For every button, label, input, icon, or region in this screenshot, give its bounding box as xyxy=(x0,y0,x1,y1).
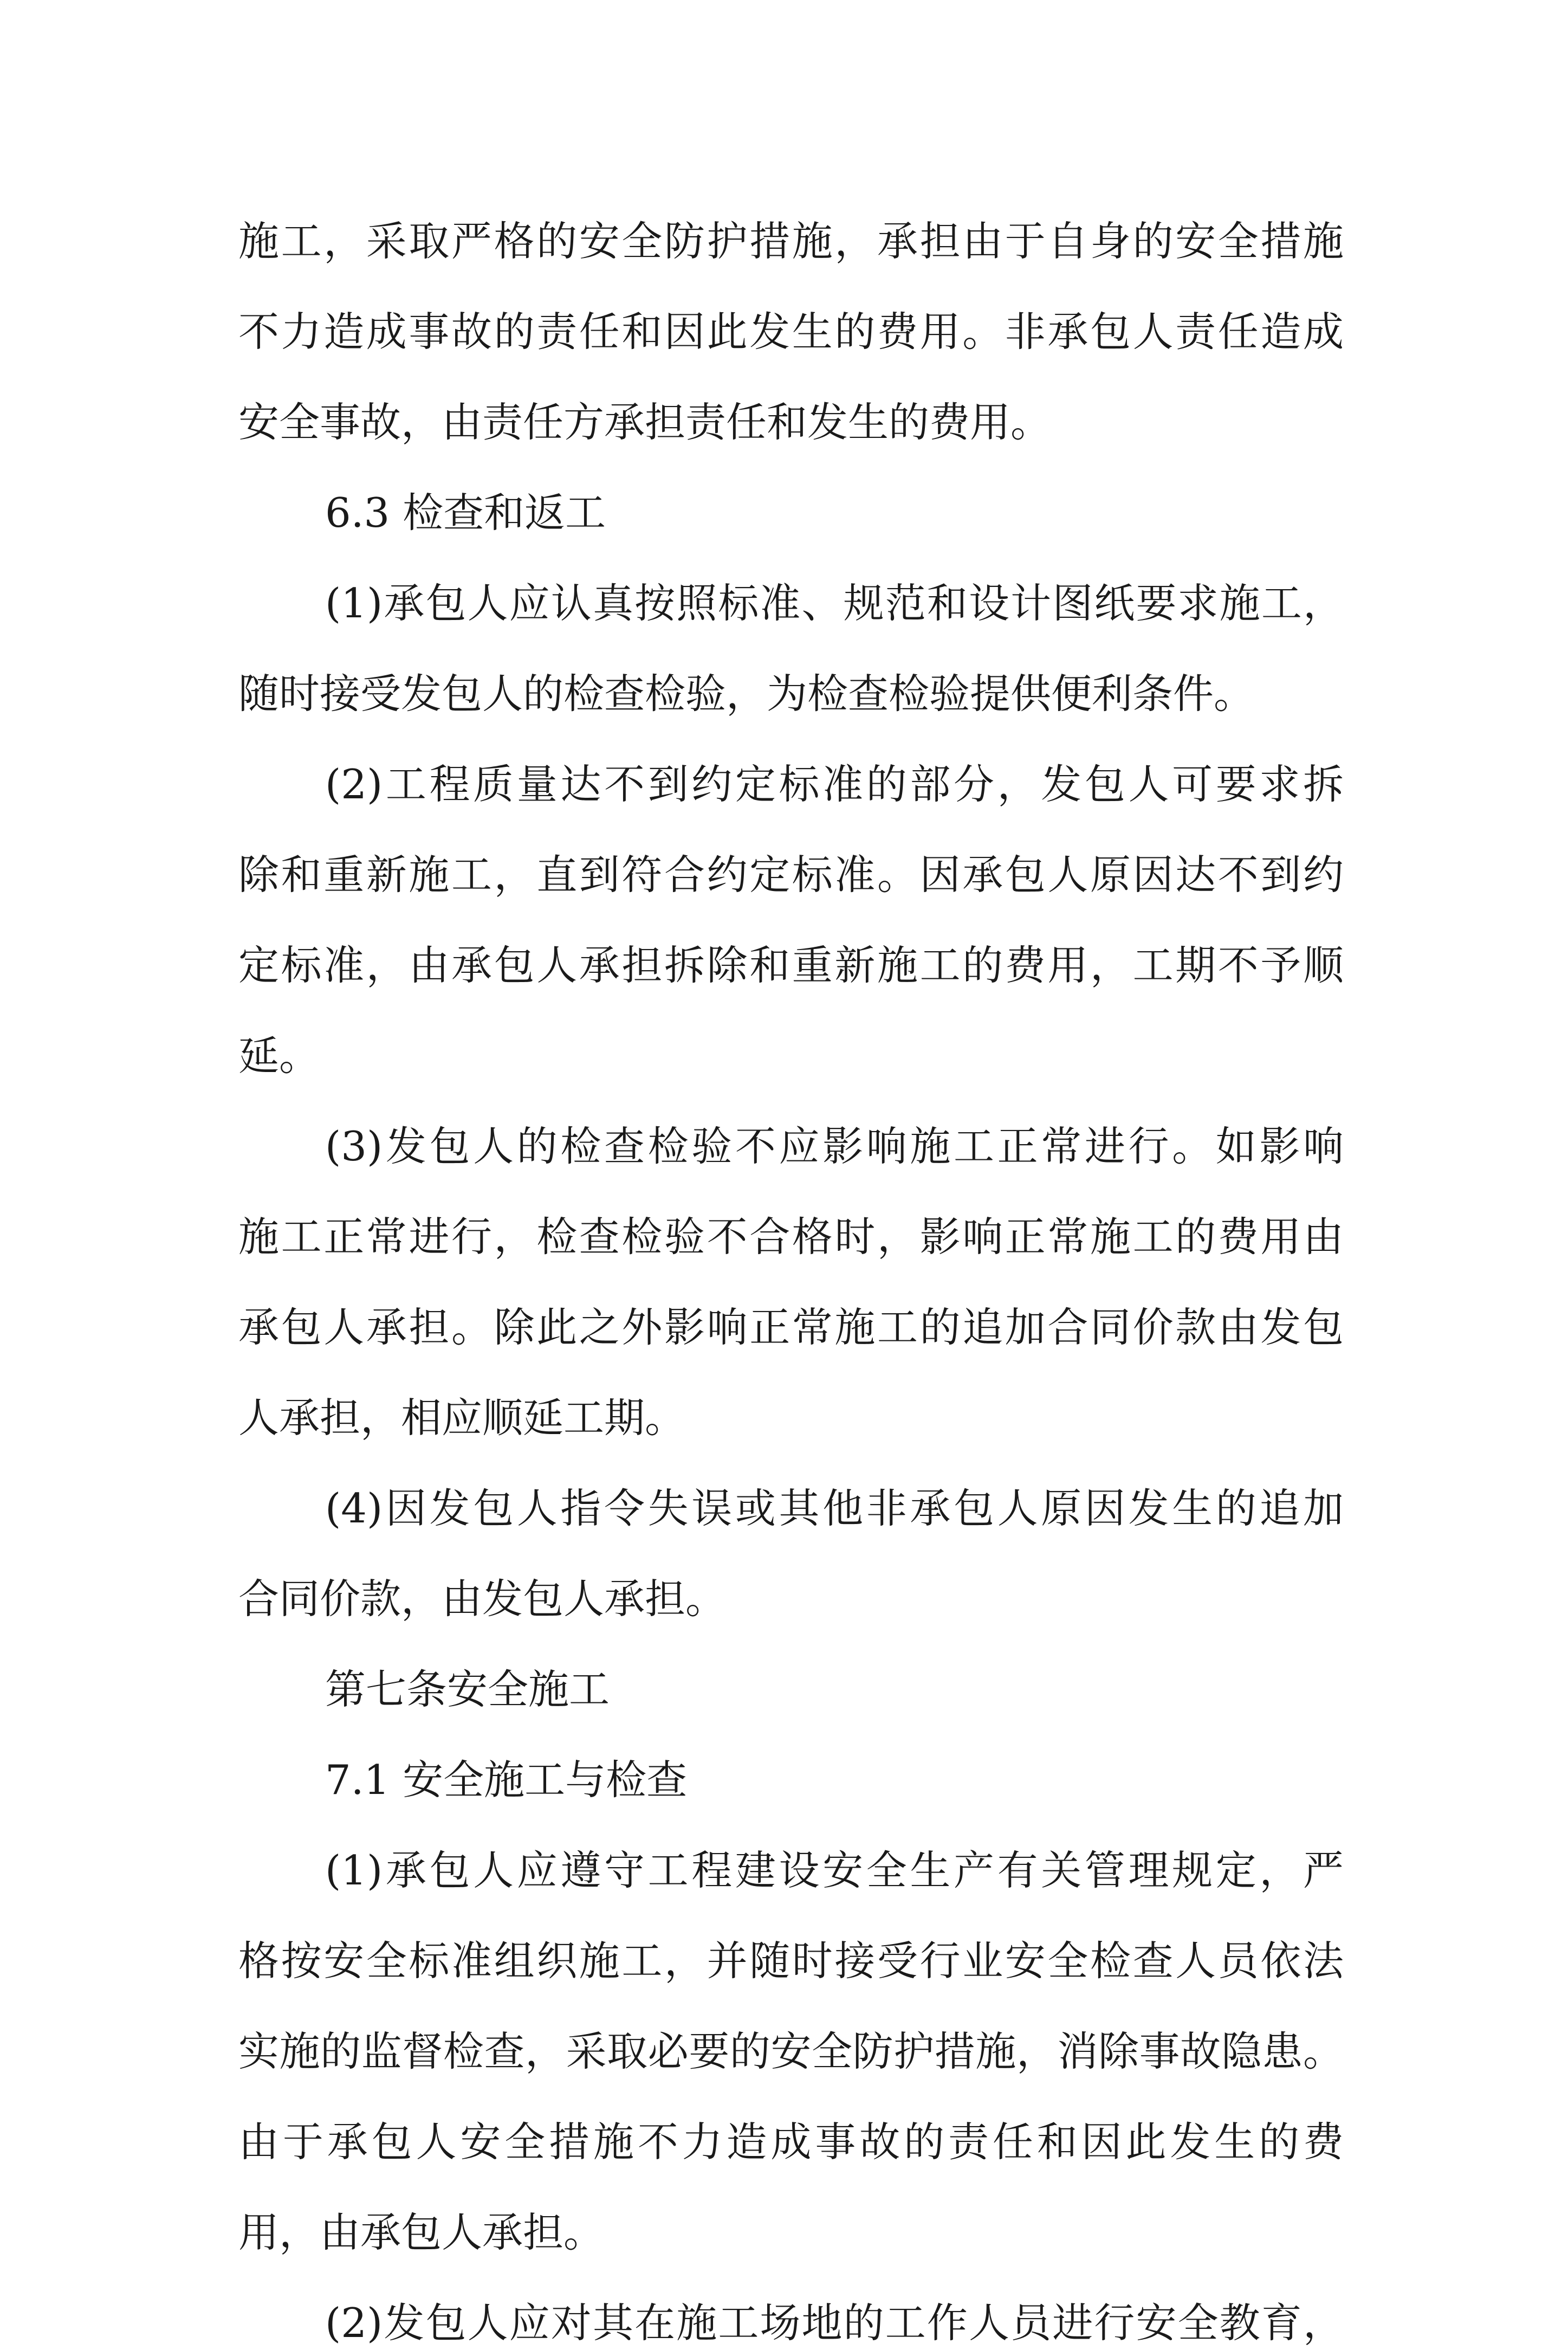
section-heading: 7.1 安全施工与检查 xyxy=(325,1756,688,1804)
article-heading: 第七条安全施工 xyxy=(325,1665,610,1713)
text-line: 随时接受发包人的检查检验，为检查检验提供便利条件。 xyxy=(238,670,1255,718)
text-line: 施工，采取严格的安全防护措施，承担由于自身的安全措施 xyxy=(238,217,1344,265)
text-line: 定标准，由承包人承担拆除和重新施工的费用，工期不予顺 xyxy=(238,941,1344,989)
text-line: 除和重新施工，直到符合约定标准。因承包人原因达不到约 xyxy=(238,851,1344,899)
text-line: 用，由承包人承担。 xyxy=(238,2209,605,2256)
text-line: 人承担，相应顺延工期。 xyxy=(238,1394,686,1442)
text-line: (4)因发包人指令失误或其他非承包人原因发生的追加 xyxy=(325,1484,1344,1532)
text-line: (2)工程质量达不到约定标准的部分，发包人可要求拆 xyxy=(325,760,1344,808)
section-heading: 6.3 检查和返工 xyxy=(325,489,606,537)
text-line: (1)承包人应遵守工程建设安全生产有关管理规定，严 xyxy=(325,1847,1344,1894)
text-line: (3)发包人的检查检验不应影响施工正常进行。如影响 xyxy=(325,1122,1344,1170)
text-line: 合同价款，由发包人承担。 xyxy=(238,1575,727,1623)
text-line: 承包人承担。除此之外影响正常施工的追加合同价款由发包 xyxy=(238,1303,1344,1351)
text-line: 不力造成事故的责任和因此发生的费用。非承包人责任造成 xyxy=(238,308,1344,356)
text-line: 施工正常进行，检查检验不合格时，影响正常施工的费用由 xyxy=(238,1213,1344,1261)
text-line: 格按安全标准组织施工，并随时接受行业安全检查人员依法 xyxy=(238,1937,1344,1985)
text-line: 安全事故，由责任方承担责任和发生的费用。 xyxy=(238,398,1052,446)
text-line: (2)发包人应对其在施工场地的工作人员进行安全教育， xyxy=(325,2299,1344,2347)
text-line: 延。 xyxy=(238,1032,320,1080)
text-line: 实施的监督检查，采取必要的安全防护措施，消除事故隐患。 xyxy=(238,2028,1344,2075)
text-line: (1)承包人应认真按照标准、规范和设计图纸要求施工， xyxy=(325,579,1344,627)
text-line: 由于承包人安全措施不力造成事故的责任和因此发生的费 xyxy=(238,2118,1344,2166)
